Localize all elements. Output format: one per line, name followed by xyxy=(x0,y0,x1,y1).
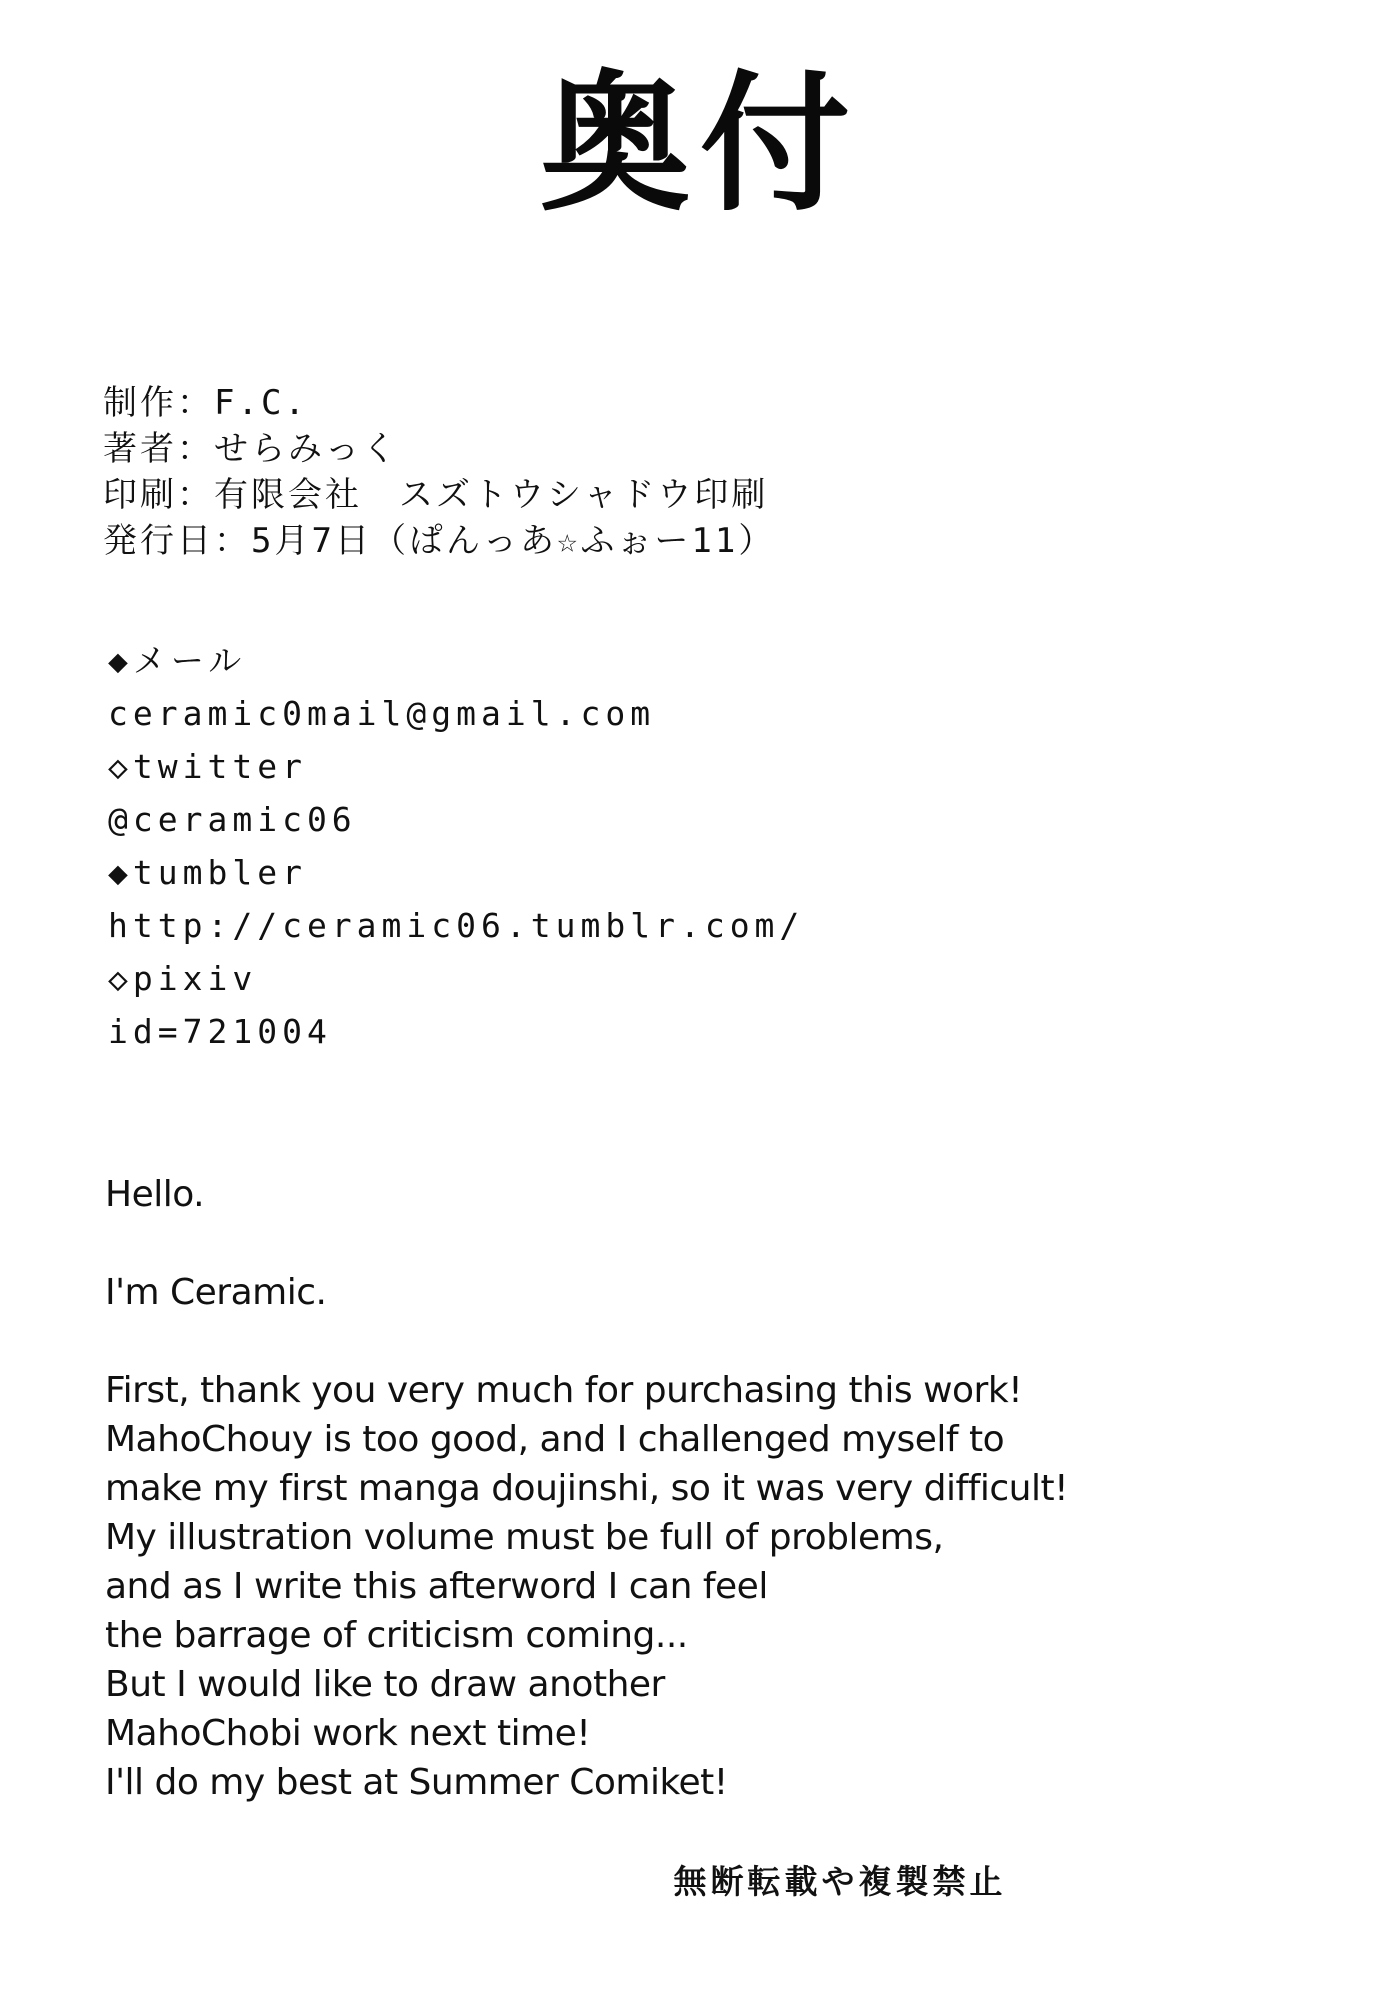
afterword-body-line: But I would like to draw another xyxy=(105,1664,665,1705)
contact-tumblr-heading: ◆tumbler xyxy=(108,853,307,892)
afterword-body-line: make my first manga doujinshi, so it was very difficult! xyxy=(105,1468,1069,1509)
contact-tumblr-url: http://ceramic06.tumblr.com/ xyxy=(108,906,805,945)
afterword-body-line: MahoChobi work next time! xyxy=(105,1713,591,1754)
page-title: 奥付 xyxy=(539,58,860,232)
credit-author: 著者：せらみっく xyxy=(103,429,399,469)
afterword-body-line: the barrage of criticism coming... xyxy=(105,1615,688,1656)
contact-twitter-handle: @ceramic06 xyxy=(108,800,357,839)
afterword-intro: I'm Ceramic. xyxy=(105,1272,327,1313)
afterword-body-line: I'll do my best at Summer Comiket! xyxy=(105,1762,728,1803)
credit-release-date: 発行日：5月7日（ぱんっあ☆ふぉー11） xyxy=(103,521,776,561)
contact-pixiv-id: id=721004 xyxy=(108,1012,332,1051)
contact-mail-address: ceramic0mail@gmail.com xyxy=(108,694,656,733)
contacts-block xyxy=(108,634,1308,1058)
afterword-greeting: Hello. xyxy=(105,1174,205,1215)
copyright-notice: 無断転載や複製禁止 xyxy=(673,1862,1007,1901)
contact-pixiv-heading: ◇pixiv xyxy=(108,959,258,998)
contact-mail-heading: ◆メール xyxy=(108,641,247,680)
afterword-body-line: First, thank you very much for purchasing this work! xyxy=(105,1370,1023,1411)
contact-twitter-heading: ◇twitter xyxy=(108,747,307,786)
credits-block xyxy=(103,380,1303,564)
afterword-spacer xyxy=(105,1317,1305,1366)
credit-production: 制作：F.C. xyxy=(103,383,308,423)
afterword-body-line: and as I write this afterword I can feel xyxy=(105,1566,768,1607)
afterword-spacer xyxy=(105,1219,1305,1268)
afterword-body-line: MahoChouy is too good, and I challenged myself to xyxy=(105,1419,1005,1460)
credit-printing: 印刷：有限会社 スズトウシャドウ印刷 xyxy=(103,475,769,515)
afterword-body-line: My illustration volume must be full of problems, xyxy=(105,1517,944,1558)
afterword-block xyxy=(105,1170,1305,1807)
